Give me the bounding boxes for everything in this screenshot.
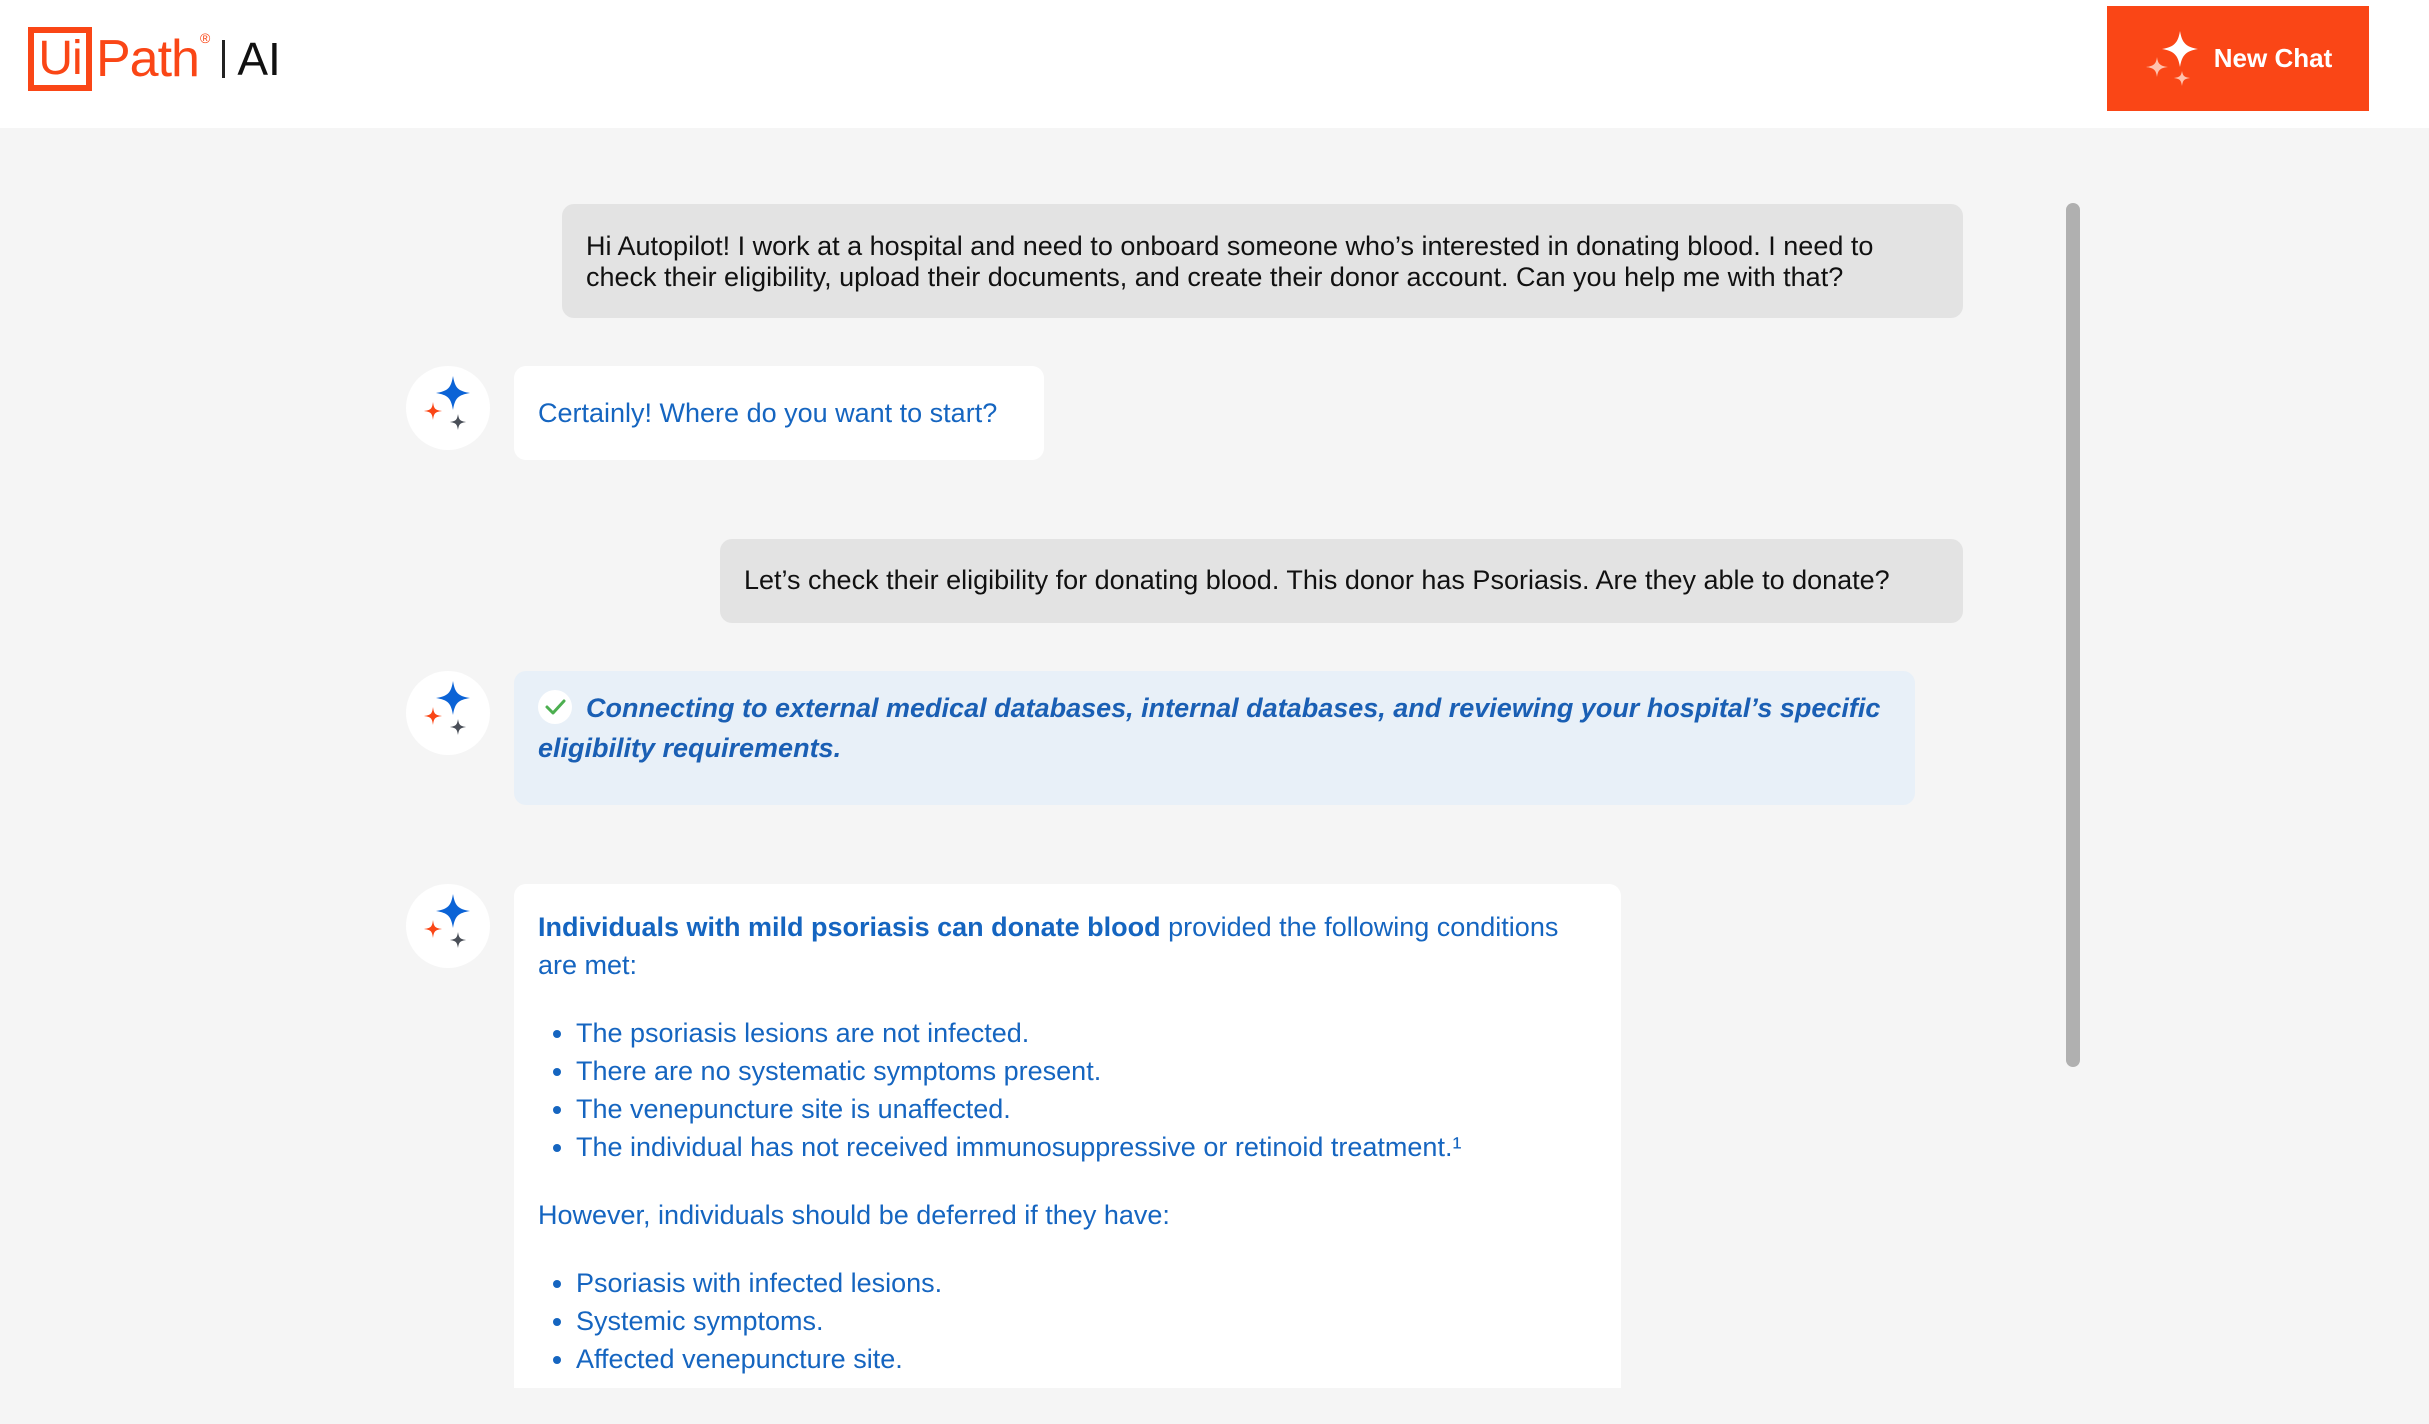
new-chat-label: New Chat [2213,43,2333,73]
assistant-status-message [514,671,1915,805]
user-message [720,539,1963,623]
list-item: • Affected venepuncture site. [576,1340,1597,1378]
check-icon [538,690,572,724]
user-message-text: Hi Autopilot! I work at a hospital and need to onboard someone who’s interested in donating blood. I need to check their eligibility, upload their documents, and create their donor account. Can you help me with that? [586,231,1874,292]
assistant-avatar [406,366,490,450]
deferral-conditions-list [538,1264,1597,1378]
assistant-avatar [406,671,490,755]
uipath-ai-logo[interactable] [28,24,281,94]
sparkle-icon [2144,29,2202,89]
assistant-avatar [406,884,490,968]
list-item: • Systemic symptoms. [576,1302,1597,1340]
response-intro-bold: Individuals with mild psoriasis can donate blood [538,912,1161,942]
new-chat-button[interactable] [2107,6,2369,111]
autopilot-sparkle-icon [406,366,490,450]
eligibility-conditions-list [538,1014,1597,1166]
autopilot-sparkle-icon [406,671,490,755]
user-message [562,204,1963,318]
logo-path-text: Path [96,30,199,88]
deferral-intro: However, individuals should be deferred if they have: [538,1200,1170,1230]
response-intro-rest: provided the following conditions are met: [538,912,1559,980]
assistant-response [514,884,1621,1388]
app-header [0,0,2429,128]
list-item: • The venepuncture site is unaffected. [576,1090,1597,1128]
status-text: Connecting to external medical databases, internal databases, and reviewing your hospital’s specific eligibility requirements. [538,693,1881,763]
assistant-message-text: Certainly! Where do you want to start? [538,398,998,428]
logo-registered-mark: ® [199,30,211,46]
logo-ui-text: Ui [38,32,82,85]
logo-separator [222,40,225,78]
list-item: • The individual has not received immunosuppressive or retinoid treatment.¹ [576,1128,1597,1166]
autopilot-sparkle-icon [406,884,490,968]
list-item: • Psoriasis with infected lesions. [576,1264,1597,1302]
list-item: • There are no systematic symptoms present. [576,1052,1597,1090]
response-intro [538,908,1597,984]
logo-ai-text: AI [237,33,281,85]
user-message-text: Let’s check their eligibility for donating blood. This donor has Psoriasis. Are they able to donate? [744,565,1890,595]
list-item: • The psoriasis lesions are not infected. [576,1014,1597,1052]
assistant-message [514,366,1044,460]
chat-scrollbar[interactable] [2066,203,2080,1067]
logo-ui-box [28,27,92,91]
